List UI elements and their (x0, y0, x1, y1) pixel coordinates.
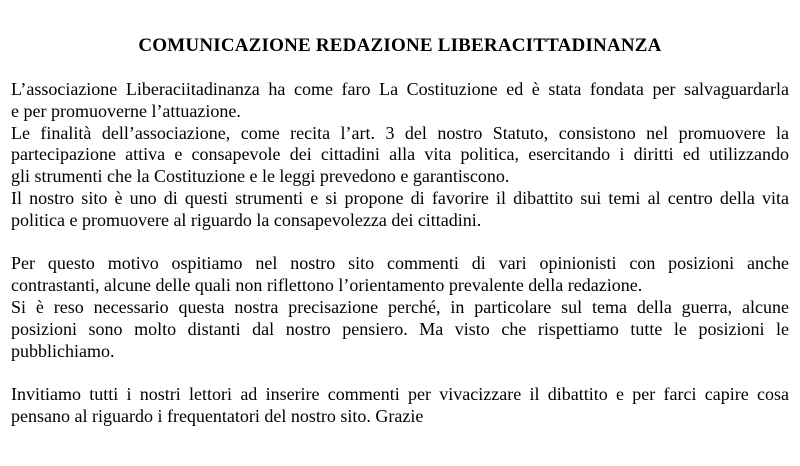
paragraph-intro (11, 79, 789, 232)
paragraph-opinions (11, 253, 789, 362)
document-title: COMUNICAZIONE REDAZIONE LIBERACITTADINANZA (138, 35, 662, 56)
text-line: Per questo motivo ospitiamo nel nostro sito commenti di vari opinionisti con posizioni anche (11, 253, 789, 274)
text-line: politica e promuovere al riguardo la consapevolezza dei cittadini. (11, 209, 482, 230)
text-line: posizioni sono molto distanti dal nostro pensiero. Ma visto che rispettiamo tutte le posizioni le (11, 318, 789, 339)
text-line: Invitiamo tutti i nostri lettori ad inserire commenti per vivacizzare il dibattito e per farci capire cosa (11, 384, 789, 405)
text-line: pensano al riguardo i frequentatori del nostro sito. Grazie (11, 405, 424, 426)
text-line: Il nostro sito è uno di questi strumenti e si propone di favorire il dibattito sui temi al centro della vita (11, 187, 789, 208)
text-line: contrastanti, alcune delle quali non riflettono l’orientamento prevalente della redazione. (11, 275, 643, 296)
text-line: partecipazione attiva e consapevole dei cittadini alla vita politica, esercitando i diritti ed utilizzando (11, 144, 789, 165)
text-line: Le finalità dell’associazione, come recita l’art. 3 del nostro Statuto, consistono nel promuovere la (11, 122, 789, 143)
text-line: pubblichiamo. (11, 340, 115, 361)
text-line: e per promuoverne l’attuazione. (11, 100, 241, 121)
text-line: Si è reso necessario questa nostra precisazione perché, in particolare sul tema della guerra, alcune (11, 296, 789, 317)
paragraph-invitation (11, 384, 789, 428)
text-line: L’associazione Liberaciitadinanza ha come faro La Costituzione ed è stata fondata per salvaguardarla (11, 79, 789, 99)
text-line: gli strumenti che la Costituzione e le leggi prevedono e garantiscono. (11, 166, 510, 187)
